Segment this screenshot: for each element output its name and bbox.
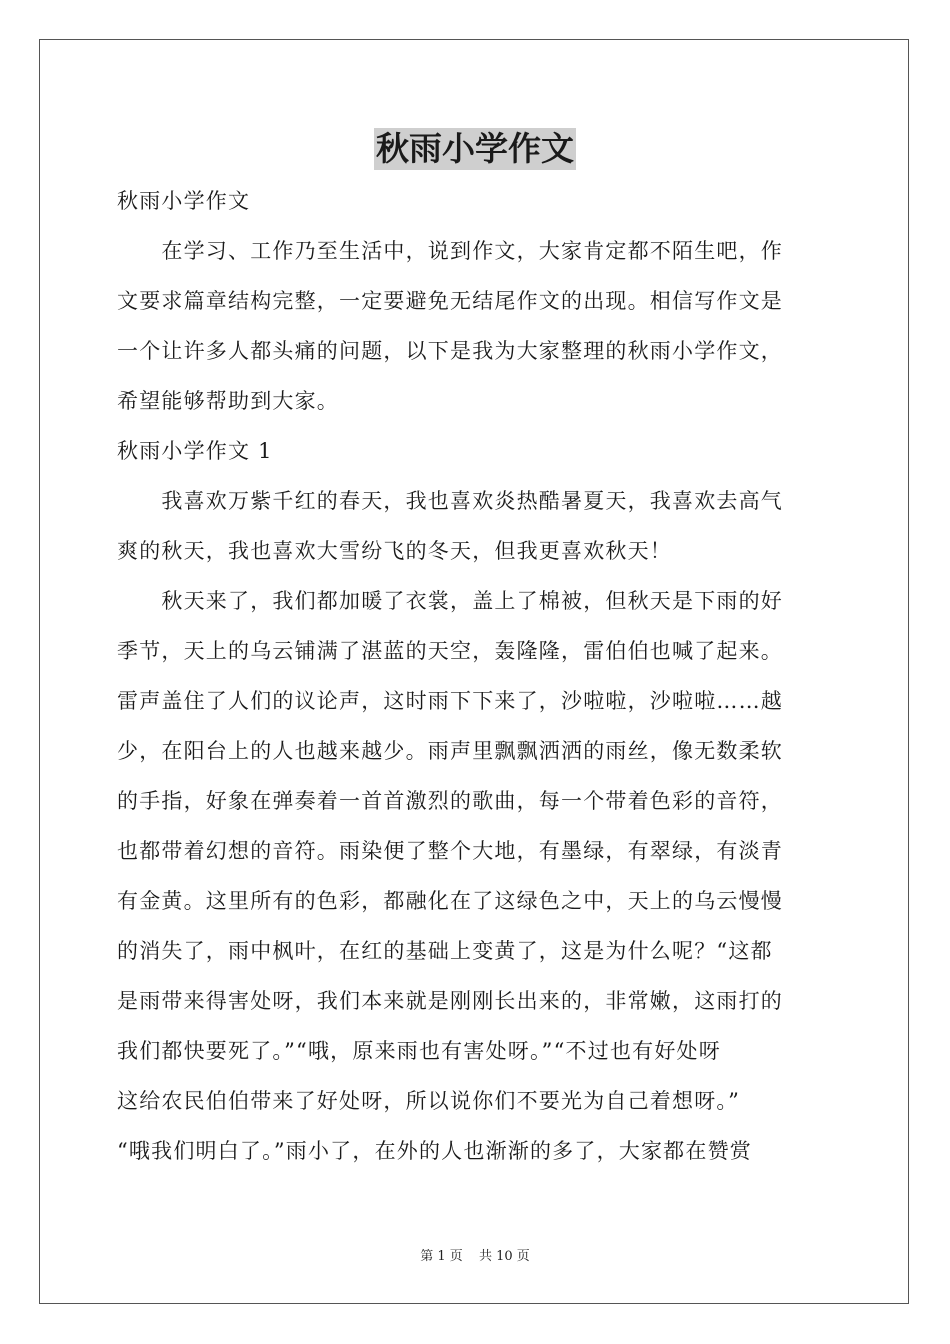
text-line: 雷声盖住了人们的议论声，这时雨下下来了，沙啦啦，沙啦啦……越: [117, 689, 783, 713]
text-line: “哦我们明白了。”雨小了，在外的人也渐渐的多了，大家都在赞赏: [117, 1139, 752, 1163]
text-line: 的消失了，雨中枫叶，在红的基础上变黄了，这是为什么呢？“这都: [117, 939, 773, 963]
text-line: 少，在阳台上的人也越来越少。雨声里飘飘洒洒的雨丝，像无数柔软: [117, 739, 783, 763]
title-container: [0, 128, 950, 170]
text-line: 希望能够帮助到大家。: [117, 389, 339, 413]
document-title: 秋雨小学作文: [376, 129, 574, 168]
section-heading: 秋雨小学作文 1: [117, 439, 273, 463]
text-line: 文要求篇章结构完整，一定要避免无结尾作文的出现。相信写作文是: [117, 289, 783, 313]
text-line: 秋雨小学作文: [117, 189, 251, 213]
page-number: 第 1 页: [420, 1249, 463, 1264]
page-footer: [0, 1245, 950, 1264]
text-line: 有金黄。这里所有的色彩，都融化在了这绿色之中，天上的乌云慢慢: [117, 889, 783, 913]
text-line: 在学习、工作乃至生活中，说到作文，大家肯定都不陌生吧，作: [117, 239, 783, 263]
text-line: 也都带着幻想的音符。雨染便了整个大地，有墨绿，有翠绿，有淡青: [117, 839, 783, 863]
text-line: 秋天来了，我们都加暖了衣裳，盖上了棉被，但秋天是下雨的好: [117, 589, 783, 613]
document-body: [117, 176, 833, 1176]
text-line: 一个让许多人都头痛的问题，以下是我为大家整理的秋雨小学作文，: [117, 339, 783, 363]
text-line: 爽的秋天，我也喜欢大雪纷飞的冬天，但我更喜欢秋天！: [117, 539, 672, 563]
text-line: 的手指，好象在弹奏着一首首激烈的歌曲，每一个带着色彩的音符，: [117, 789, 783, 813]
text-line: 是雨带来得害处呀，我们本来就是刚刚长出来的，非常嫩，这雨打的: [117, 989, 783, 1013]
text-line: 季节，天上的乌云铺满了湛蓝的天空，轰隆隆，雷伯伯也喊了起来。: [117, 639, 783, 663]
text-line: 这给农民伯伯带来了好处呀，所以说你们不要光为自己着想呀。”: [117, 1089, 741, 1113]
page-total: 共 10 页: [478, 1249, 530, 1264]
text-line: 我们都快要死了。”“哦，原来雨也有害处呀。”“不过也有好处呀: [117, 1039, 721, 1063]
text-line: 我喜欢万紫千红的春天，我也喜欢炎热酷暑夏天，我喜欢去高气: [117, 489, 783, 513]
